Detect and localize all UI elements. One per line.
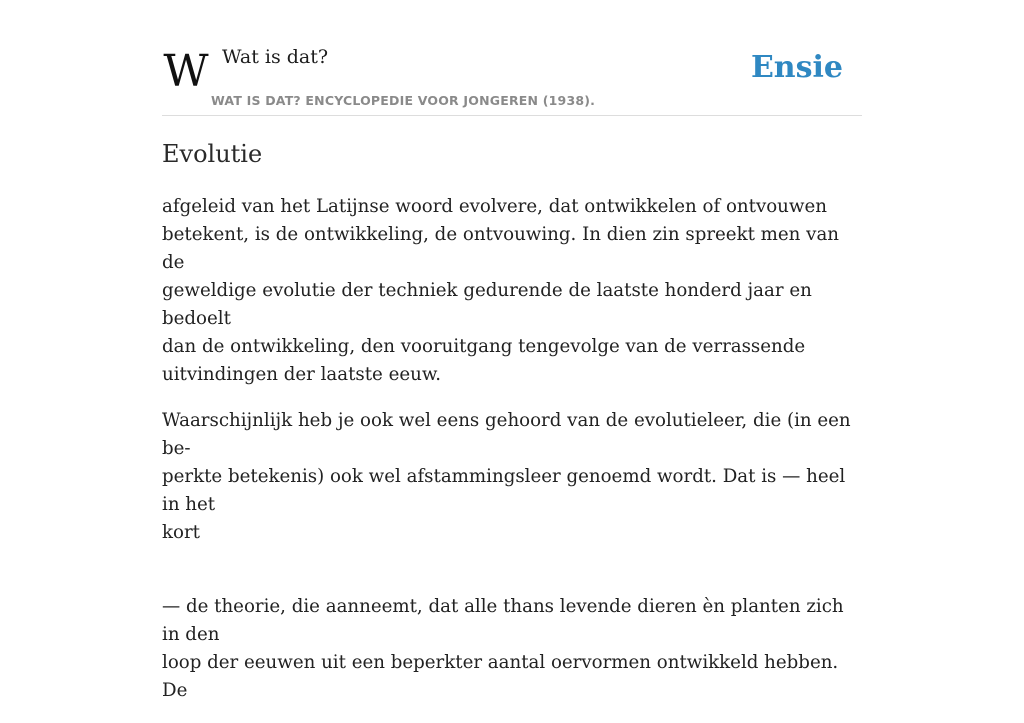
text-line: geweldige evolutie der techniek gedurende de laatste honderd jaar en bedoelt: [162, 280, 812, 329]
paragraph-2: [162, 407, 862, 547]
text-line: — de theorie, die aanneemt, dat alle thans levende dieren èn planten zich in den: [162, 596, 844, 645]
header-divider: [162, 115, 862, 116]
text-line: perkte betekenis) ook wel afstammingsleer genoemd wordt. Dat is — heel in het: [162, 466, 846, 515]
text-line: afgeleid van het Latijnse woord evolvere, dat ontwikkelen of ontvouwen: [162, 196, 827, 217]
source-subtitle[interactable]: WAT IS DAT? ENCYCLOPEDIE VOOR JONGEREN (1938).: [211, 93, 596, 108]
text-line: betekent, is de ontwikkeling, de ontvouwing. In dien zin spreekt men van de: [162, 224, 840, 273]
text-line: kort: [162, 522, 200, 543]
paragraph-1: [162, 193, 862, 389]
text-line: Waarschijnlijk heb je ook wel eens gehoord van de evolutieleer, die (in een be-: [162, 410, 851, 459]
source-title[interactable]: Wat is dat?: [222, 46, 329, 68]
wikipedia-w-icon[interactable]: [163, 46, 209, 97]
text-line: loop der eeuwen uit een beperkter aantal oervormen ontwikkeld hebben. De: [162, 652, 839, 701]
paragraph-3: [162, 593, 862, 705]
svg-text:W: W: [163, 46, 209, 97]
text-line: dan de ontwikkeling, den vooruitgang tengevolge van de verrassende: [162, 336, 806, 357]
article-body: [162, 193, 862, 723]
text-line: uitvindingen der laatste eeuw.: [162, 364, 442, 385]
paragraph-spacer: [162, 565, 862, 593]
ensie-brand-logo[interactable]: Ensie: [750, 50, 843, 85]
article-title: Evolutie: [162, 140, 263, 168]
